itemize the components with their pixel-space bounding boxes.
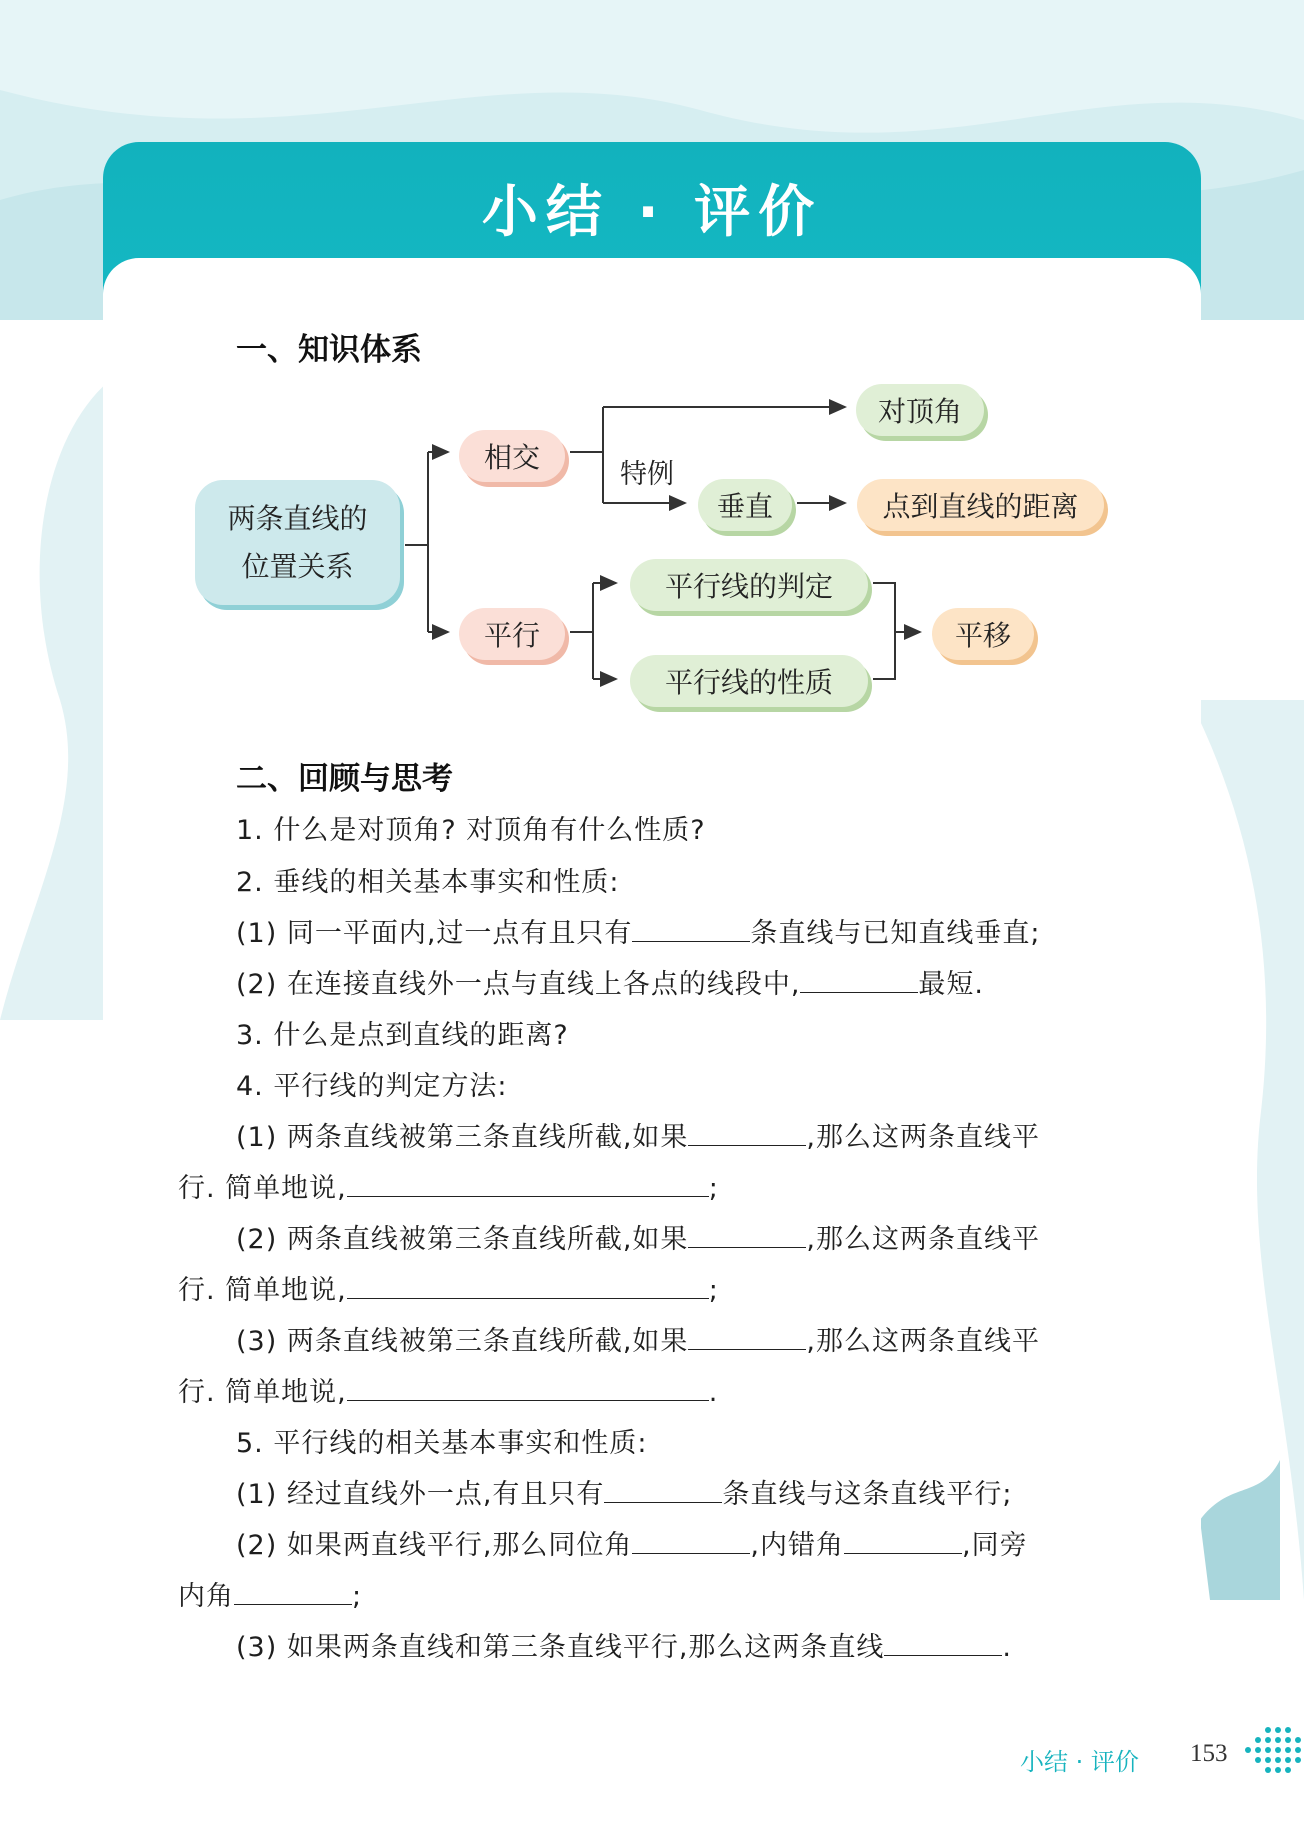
footer-section-label: 小结 · 评价 — [1020, 1748, 1139, 1776]
node-translation: 平移 — [932, 608, 1034, 660]
label-special-case: 特例 — [620, 459, 674, 490]
question-4-1-cont: 行. 简单地说, ; — [178, 1166, 719, 1205]
node-parallel: 平行 — [459, 608, 565, 660]
node-root-line1: 两条直线的 — [227, 501, 368, 535]
question-5-2: (2) 如果两直线平行,那么同位角 ,内错角 ,同旁 — [236, 1523, 1028, 1562]
section-heading-review: 二、回顾与思考 — [236, 761, 453, 797]
answer-blank[interactable] — [844, 1525, 962, 1554]
question-5-1: (1) 经过直线外一点,有且只有 条直线与这条直线平行; — [236, 1472, 1013, 1511]
question-5: 5. 平行线的相关基本事实和性质: — [236, 1428, 648, 1459]
question-4-3: (3) 两条直线被第三条直线所截,如果 ,那么这两条直线平 — [236, 1319, 1040, 1358]
answer-blank[interactable] — [688, 1117, 806, 1146]
node-vertical-angles: 对顶角 — [856, 384, 984, 436]
answer-blank[interactable] — [234, 1576, 352, 1605]
question-4-2: (2) 两条直线被第三条直线所截,如果 ,那么这两条直线平 — [236, 1217, 1040, 1256]
answer-blank[interactable] — [884, 1627, 1002, 1656]
question-5-2-cont: 内角 ; — [178, 1574, 362, 1613]
answer-blank[interactable] — [688, 1321, 806, 1350]
answer-blank[interactable] — [688, 1219, 806, 1248]
background-wave-right — [1190, 700, 1304, 1600]
question-2-1: (1) 同一平面内,过一点有且只有 条直线与已知直线垂直; — [236, 911, 1041, 950]
page-title: 小结 · 评价 — [481, 180, 823, 245]
dot-grid-icon — [1238, 1722, 1302, 1786]
question-5-3: (3) 如果两条直线和第三条直线平行,那么这两条直线 . — [236, 1625, 1012, 1664]
background-wave-left — [0, 380, 110, 1020]
answer-blank[interactable] — [347, 1270, 709, 1299]
node-intersect: 相交 — [459, 430, 565, 482]
answer-blank[interactable] — [632, 913, 750, 942]
answer-blank[interactable] — [632, 1525, 750, 1554]
question-2: 2. 垂线的相关基本事实和性质: — [236, 867, 620, 898]
answer-blank[interactable] — [604, 1474, 722, 1503]
answer-blank[interactable] — [800, 964, 918, 993]
section-heading-knowledge: 一、知识体系 — [236, 332, 422, 368]
node-perpendicular: 垂直 — [698, 479, 792, 531]
node-line-position-relation — [195, 480, 400, 605]
question-4: 4. 平行线的判定方法: — [236, 1071, 508, 1102]
answer-blank[interactable] — [347, 1372, 709, 1401]
answer-blank[interactable] — [347, 1168, 709, 1197]
question-1: 1. 什么是对顶角? 对顶角有什么性质? — [236, 815, 706, 846]
question-4-1: (1) 两条直线被第三条直线所截,如果 ,那么这两条直线平 — [236, 1115, 1040, 1154]
node-point-line-distance: 点到直线的距离 — [857, 479, 1104, 531]
question-4-3-cont: 行. 简单地说, . — [178, 1370, 718, 1409]
node-parallel-properties: 平行线的性质 — [630, 655, 868, 707]
question-4-2-cont: 行. 简单地说, ; — [178, 1268, 719, 1307]
question-2-2: (2) 在连接直线外一点与直线上各点的线段中, 最短. — [236, 962, 984, 1001]
node-root-line2: 位置关系 — [241, 549, 354, 583]
page-number: 153 — [1190, 1740, 1228, 1767]
node-parallel-criteria: 平行线的判定 — [630, 559, 868, 611]
question-3: 3. 什么是点到直线的距离? — [236, 1020, 569, 1051]
